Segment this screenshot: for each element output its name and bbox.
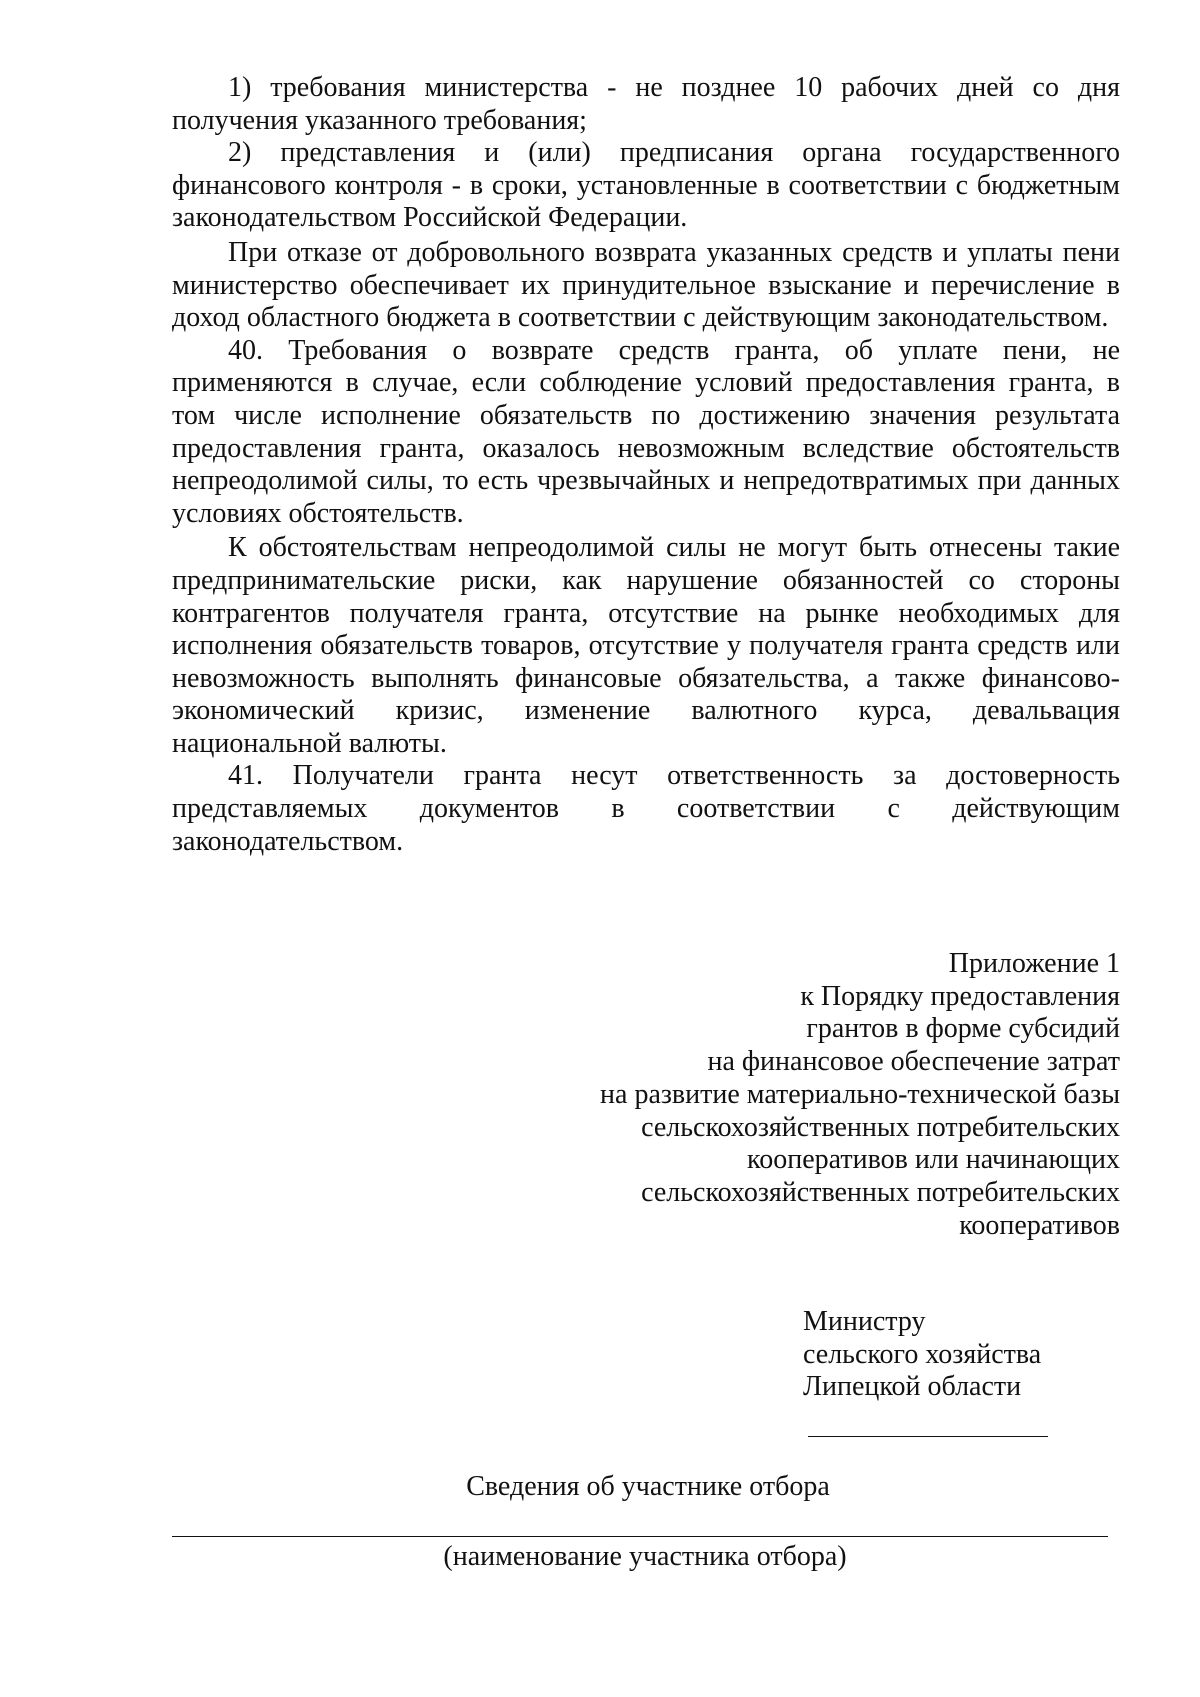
paragraph-clause-40: 40. Требования о возврате средств гранта, об уплате пени, не применяются в случае, если соблюдение условий предоставления гранта, в том числе исполнение обязательств по достижению значения результата предоставления гранта, оказалось невозможным вследствие обстоятельств непреодолимой силы, то есть чрезвычайных и непредотвратимых при данных условиях обстоятельств.: [172, 334, 1120, 529]
appendix-line: кооперативов или начинающих: [747, 1144, 1120, 1176]
participant-name-caption: (наименование участника отбора): [443, 1541, 847, 1572]
appendix-line: грантов в форме субсидий: [806, 1013, 1120, 1045]
paragraph-refusal: При отказе от добровольного возврата указанных средств и уплаты пени министерство обеспечивает их принудительное взыскание и перечисление в доход областного бюджета в соответствии с действующим законодательством.: [172, 236, 1120, 334]
appendix-line: сельскохозяйственных потребительских: [641, 1111, 1120, 1143]
form-title: Сведения об участнике отбора: [466, 1471, 830, 1502]
appendix-line: на развитие материально-технической базы: [600, 1078, 1120, 1110]
addressee-line: Министру: [803, 1306, 926, 1337]
appendix-line: сельскохозяйственных потребительских: [641, 1176, 1120, 1208]
appendix-line: к Порядку предоставления: [800, 980, 1120, 1012]
appendix-header: [500, 948, 1120, 1242]
paragraph-item-1: 1) требования министерства - не позднее 10 рабочих дней со дня получения указанного требования;: [172, 72, 1120, 136]
addressee-block: [803, 1306, 1123, 1404]
addressee-line: сельского хозяйства: [803, 1338, 1042, 1370]
paragraph-item-2: 2) представления и (или) предписания органа государственного финансового контроля - в сроки, установленные в соответствии с бюджетным законодательством Российской Федерации.: [172, 137, 1120, 234]
appendix-line: на финансовое обеспечение затрат: [707, 1046, 1120, 1078]
addressee-fill-line: [808, 1436, 1048, 1437]
appendix-line: кооперативов: [959, 1209, 1120, 1241]
addressee-line: Липецкой области: [803, 1371, 1022, 1403]
appendix-line: Приложение 1: [948, 948, 1120, 979]
body-text: [172, 72, 1120, 858]
paragraph-force-majeure: К обстоятельствам непреодолимой силы не могут быть отнесены такие предпринимательские риски, как нарушение обязанностей со стороны контрагентов получателя гранта, отсутствие на рынке необходимых для исполнения обязательств товаров, отсутствие у получателя гранта средств или невозможность выполнять финансовые обязательства, а также финансово-экономический кризис, изменение валютного курса, девальвация национальной валюты.: [172, 532, 1120, 759]
participant-name-fill-line: [172, 1536, 1108, 1537]
paragraph-clause-41: 41. Получатели гранта несут ответственность за достоверность представляемых документов в соответствии с действующим законодательством.: [172, 760, 1120, 857]
